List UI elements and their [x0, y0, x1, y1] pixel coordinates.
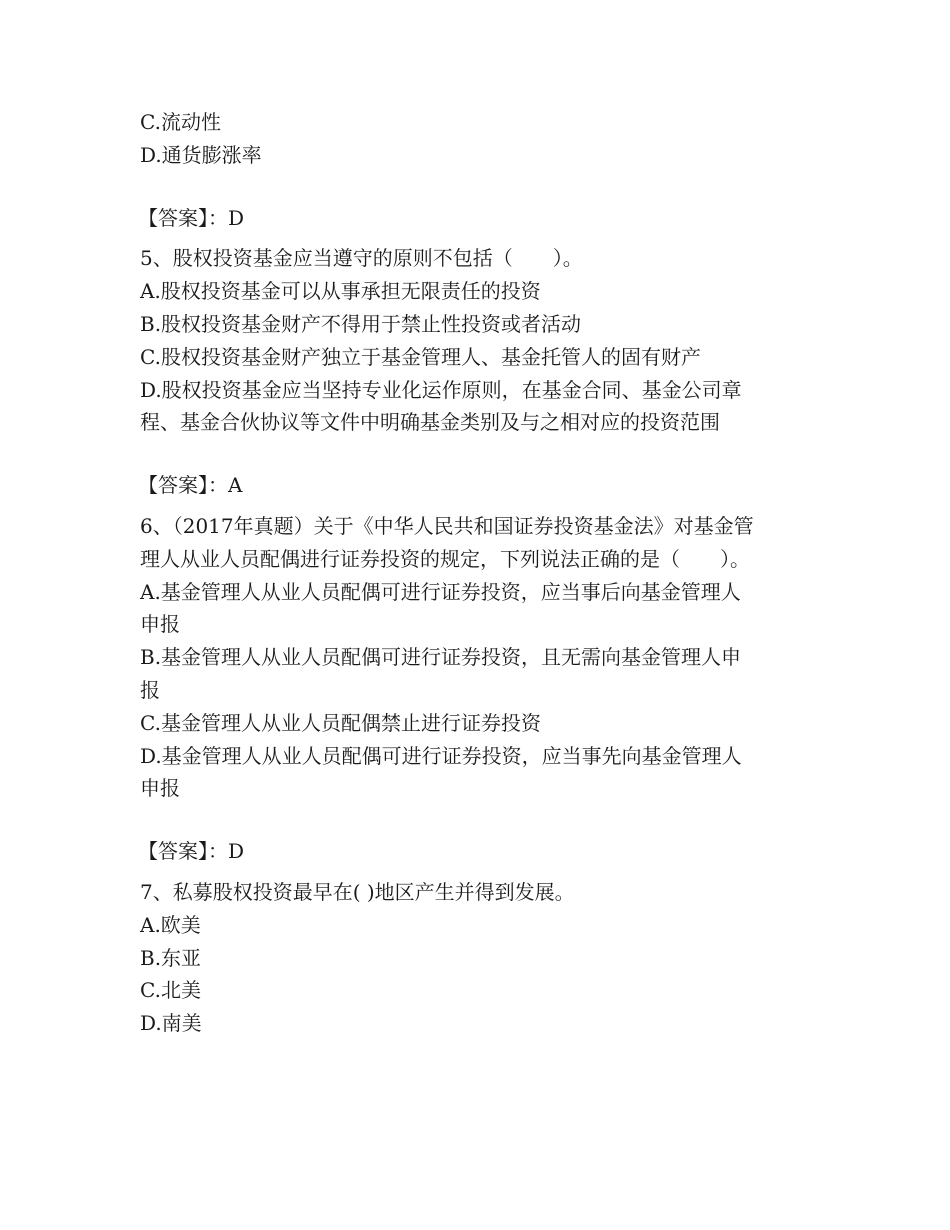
option-a: A.基金管理人从业人员配偶可进行证券投资，应当事后向基金管理人 — [140, 579, 741, 604]
option-a: A.股权投资基金可以从事承担无限责任的投资 — [140, 279, 541, 304]
option-d: D.南美 — [140, 1011, 202, 1036]
option-d-continued: 申报 — [140, 776, 180, 801]
answer-label: 【答案】：D — [138, 205, 245, 230]
option-d: D.股权投资基金应当坚持专业化运作原则，在基金合同、基金公司章 — [140, 377, 742, 402]
question-stem: 6、（2017年真题）关于《中华人民共和国证券投资基金法》对基金管 — [140, 513, 754, 538]
option-d-continued: 程、基金合伙协议等文件中明确基金类别及与之相对应的投资范围 — [140, 410, 720, 435]
answer-label: 【答案】：A — [138, 473, 243, 498]
option-b: B.基金管理人从业人员配偶可进行证券投资，且无需向基金管理人申 — [140, 645, 742, 670]
question-6 — [140, 510, 820, 805]
document-content — [140, 106, 820, 1040]
option-b: B.股权投资基金财产不得用于禁止性投资或者活动 — [140, 311, 582, 336]
option-c: C.流动性 — [140, 110, 221, 134]
option-a: A.欧美 — [140, 912, 201, 937]
question-stem: 5、股权投资基金应当遵守的原则不包括（ ）。 — [140, 246, 583, 271]
option-a-continued: 申报 — [140, 612, 180, 637]
answer-label: 【答案】：D — [138, 839, 245, 864]
option-c: C.基金管理人从业人员配偶禁止进行证券投资 — [140, 710, 541, 735]
question-5 — [140, 242, 820, 439]
option-b: B.东亚 — [140, 945, 202, 970]
question-stem: 7、私募股权投资最早在( )地区产生并得到发展。 — [140, 879, 575, 904]
option-d: D.基金管理人从业人员配偶可进行证券投资，应当事先向基金管理人 — [140, 743, 742, 768]
option-c: C.股权投资基金财产独立于基金管理人、基金托管人的固有财产 — [140, 344, 701, 369]
question-stem-continued: 理人从业人员配偶进行证券投资的规定，下列说法正确的是（ ）。 — [140, 546, 750, 571]
option-c: C.北美 — [140, 978, 201, 1003]
question-7 — [140, 876, 820, 1040]
question-4-tail — [140, 106, 820, 172]
option-b-continued: 报 — [140, 677, 160, 702]
option-d: D.通货膨涨率 — [140, 142, 262, 167]
